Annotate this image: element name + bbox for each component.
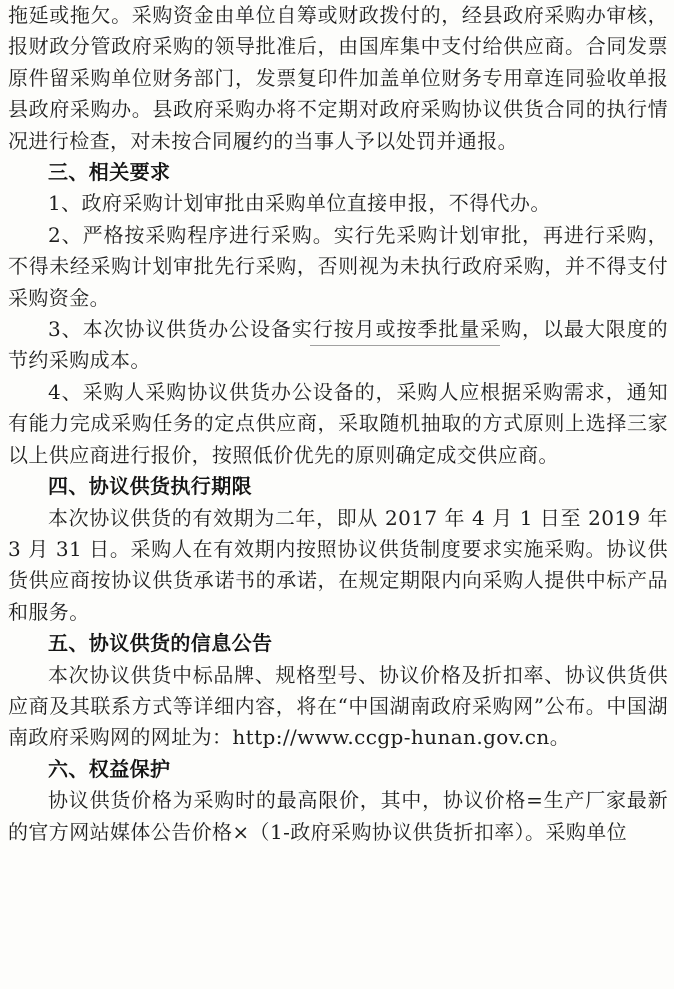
paragraph-execution-period: 本次协议供货的有效期为二年，即从 2017 年 4 月 1 日至 2019 年 3 月 31 日。采购人在有效期内按照协议供货制度要求实施采购。协议供货供应商按协议供货承诺书的承诺，在规定期限内向采购人提供中标产品和服务。 <box>8 505 668 624</box>
paragraph-requirement-3: 3、本次协议供货办公设备实行按月或按季批量采购，以最大限度的节约采购成本。 <box>8 317 668 373</box>
paragraph-information-notice: 本次协议供货中标品牌、规格型号、协议价格及折扣率、协议供货供应商及其联系方式等详细内容，将在“中国湖南政府采购网”公布。中国湖南政府采购网的网址为：http://www.ccgp-hunan.gov.cn。 <box>8 662 668 750</box>
heading-execution-period: 四、协议供货执行期限 <box>48 474 252 499</box>
heading-information-notice: 五、协议供货的信息公告 <box>48 631 273 656</box>
heading-requirements: 三、相关要求 <box>48 160 171 185</box>
document-body <box>8 0 668 848</box>
scan-artifact-line <box>310 345 500 346</box>
paragraph-requirement-2: 2、严格按采购程序进行采购。实行先采购计划审批，再进行采购，不得未经采购计划审批先行采购，否则视为未执行政府采购，并不得支付采购资金。 <box>8 222 668 310</box>
paragraph-contract-payment: 拖延或拖欠。采购资金由单位自筹或财政拨付的，经县政府采购办审核，报财政分管政府采购的领导批准后，由国库集中支付给供应商。合同发票原件留采购单位财务部门，发票复印件加盖单位财务专用章连同验收单报县政府采购办。县政府采购办将不定期对政府采购协议供货合同的执行情况进行检查，对未按合同履约的当事人予以处罚并通报。 <box>8 3 668 153</box>
paragraph-requirement-1: 1、政府采购计划审批由采购单位直接申报，不得代办。 <box>48 191 551 216</box>
heading-rights-protection: 六、权益保护 <box>48 756 171 781</box>
paragraph-requirement-4: 4、采购人采购协议供货办公设备的，采购人应根据采购需求，通知有能力完成采购任务的定点供应商，采取随机抽取的方式原则上选择三家以上供应商进行报价，按照低价优先的原则确定成交供应商。 <box>8 379 668 467</box>
paragraph-rights-protection: 协议供货价格为采购时的最高限价，其中，协议价格=生产厂家最新的官方网站媒体公告价格×（1-政府采购协议供货折扣率）。采购单位 <box>8 788 668 844</box>
